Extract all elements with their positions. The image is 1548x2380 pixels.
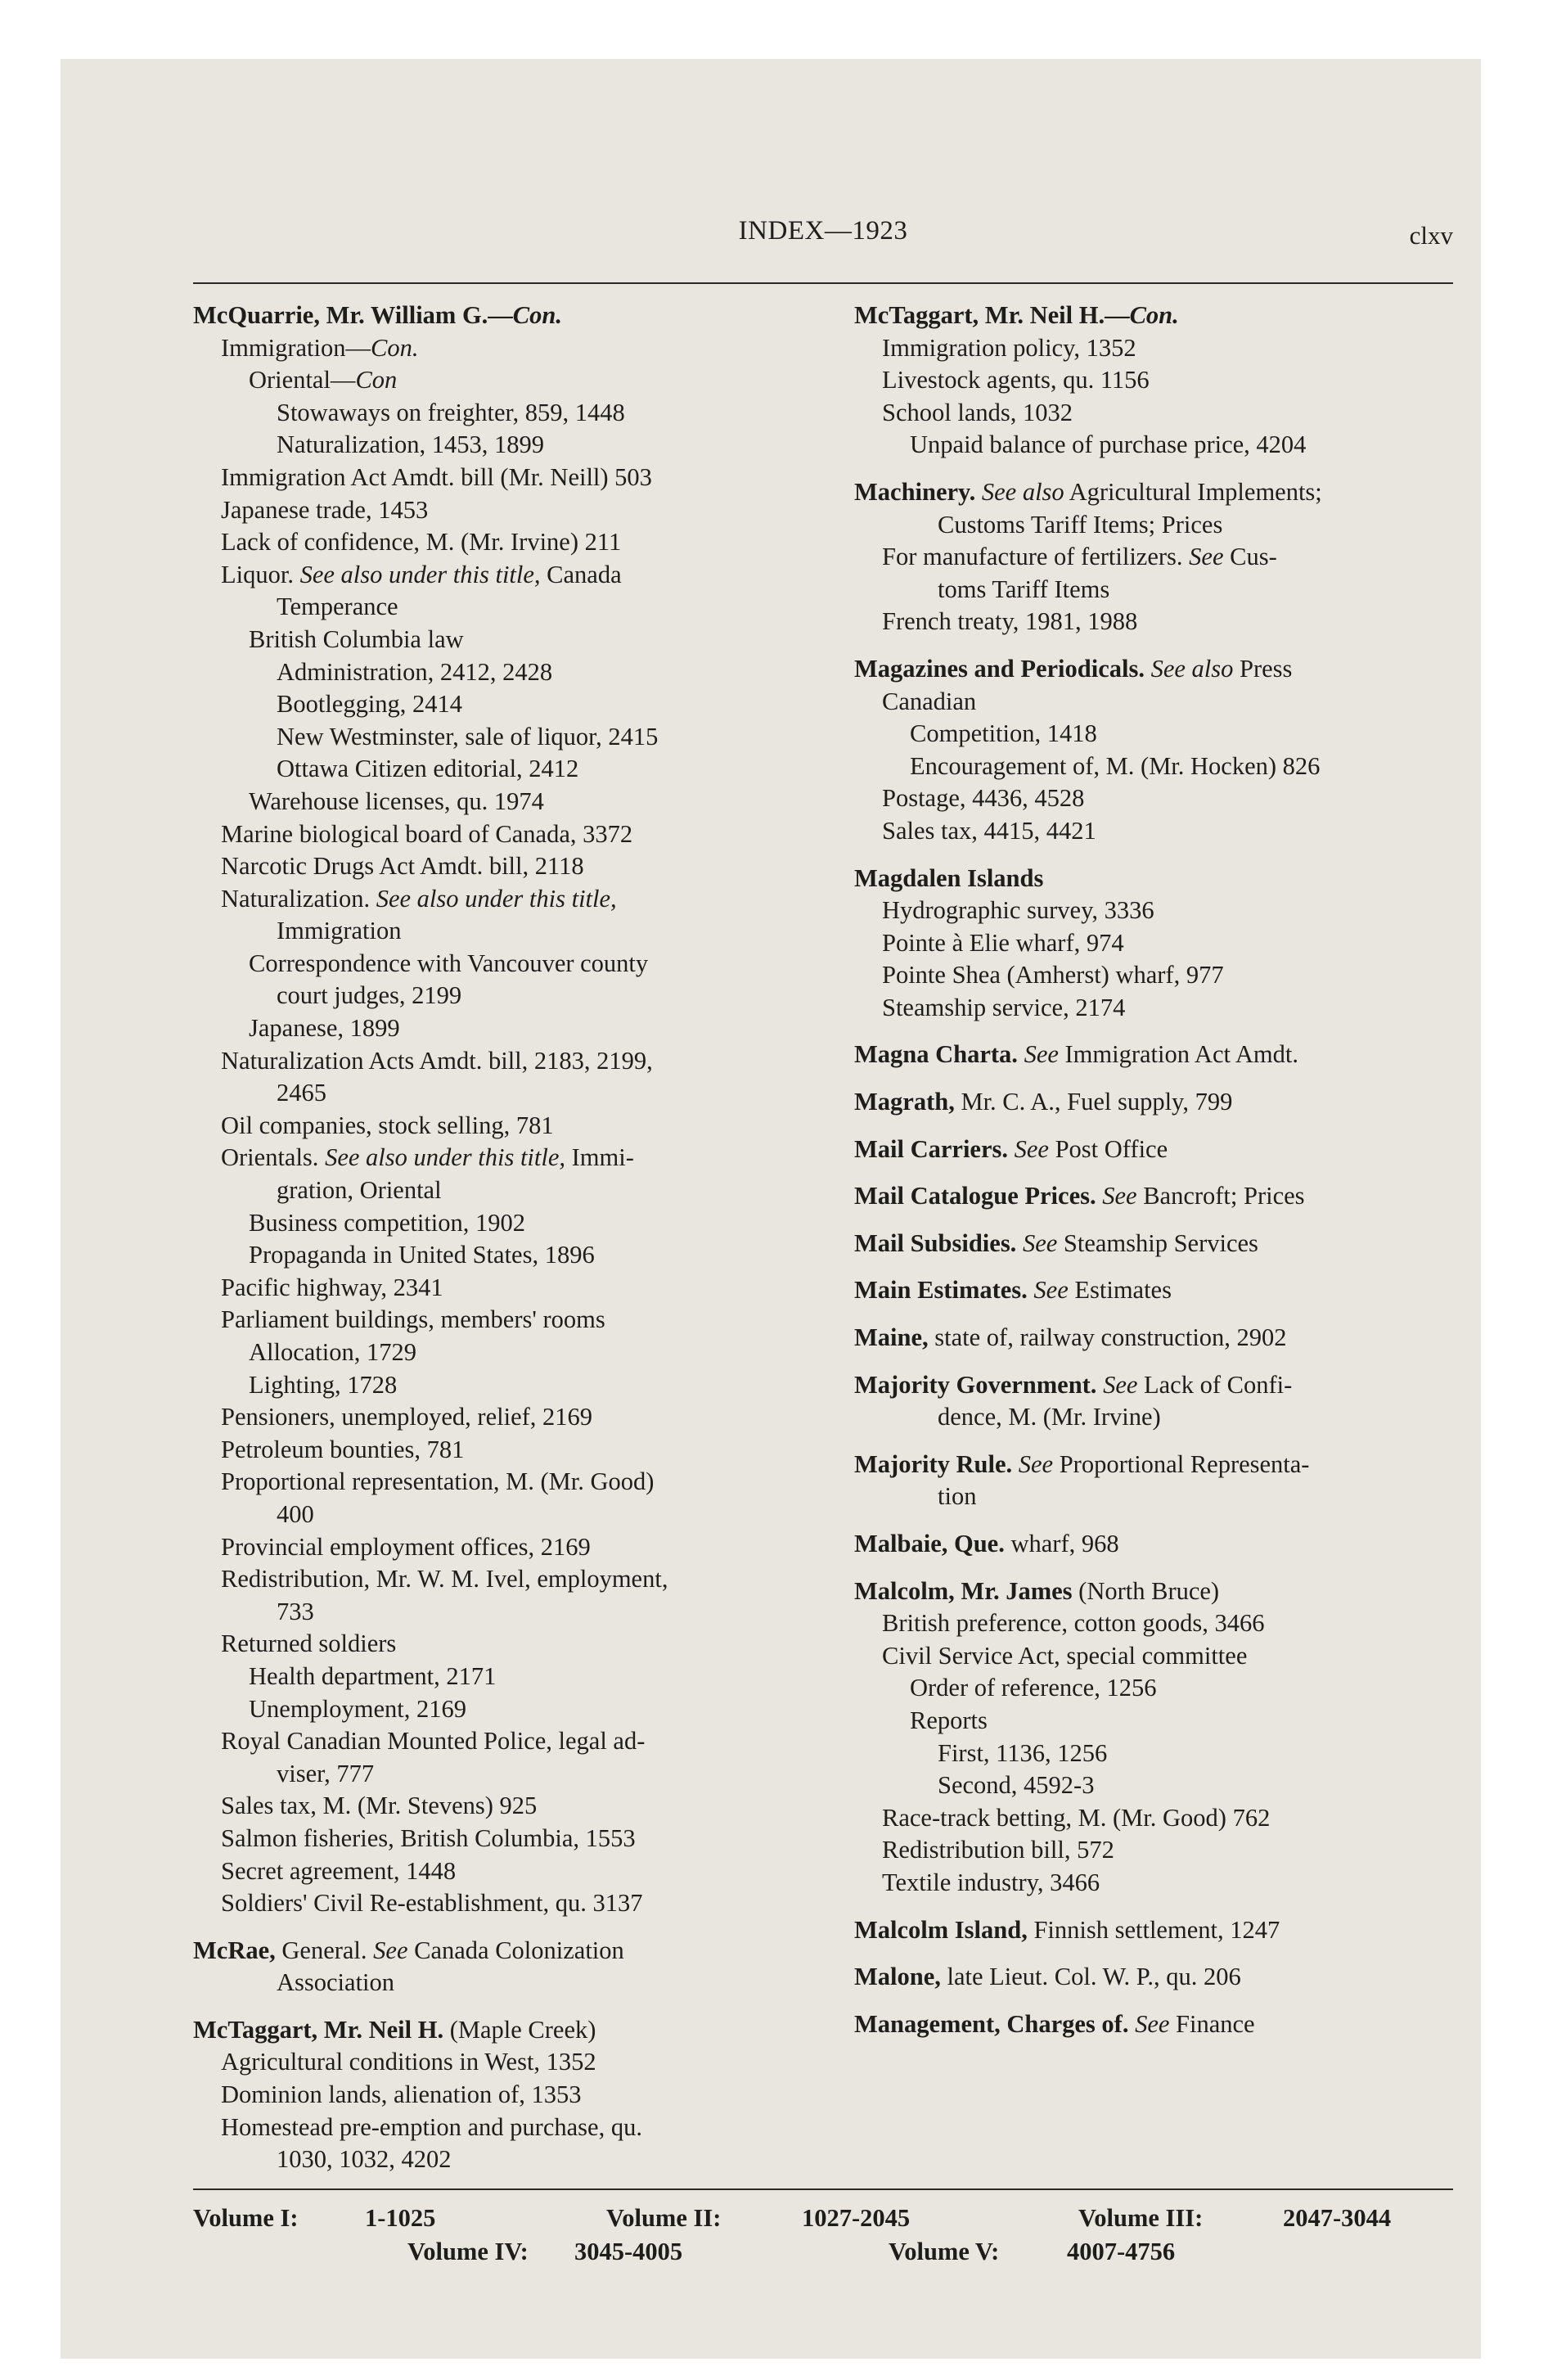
subentry-line [193, 364, 800, 397]
index-entry [854, 1528, 1458, 1561]
cross-reference: See [373, 1936, 408, 1964]
entry-heading-text [1016, 1229, 1023, 1257]
subentry-line [854, 895, 1458, 927]
subentry-text: British Columbia law [249, 624, 464, 653]
subentry-text: toms Tariff Items [938, 575, 1110, 603]
subentry-line [854, 364, 1458, 397]
index-entry [193, 300, 800, 1920]
entry-heading-line [854, 1528, 1458, 1561]
cross-reference: See also under this title, [376, 884, 617, 913]
index-entry [193, 1935, 800, 1999]
index-entry [854, 1575, 1458, 1900]
subentry-text: First, 1136, 1256 [938, 1738, 1108, 1767]
subentry-line [193, 1661, 800, 1693]
entry-heading: McTaggart, Mr. Neil H.— [854, 301, 1130, 329]
entry-heading-line [193, 2014, 800, 2047]
subentry-line [193, 1628, 800, 1661]
subentry-line [854, 332, 1458, 365]
subentry-line [193, 526, 800, 559]
subentry-text: Reports [910, 1706, 988, 1734]
entry-heading-line [854, 1134, 1458, 1166]
cross-reference: See also [1150, 654, 1234, 683]
entry-heading-text: Agricultural Implements; [1064, 477, 1322, 506]
subentry-text: Temperance [277, 593, 398, 621]
subentry-line [193, 332, 800, 365]
subentry-text: Steamship service, 2174 [882, 993, 1126, 1021]
subentry-text: Dominion lands, alienation of, 1353 [221, 2080, 582, 2109]
entry-heading-text: Post Office [1048, 1134, 1168, 1163]
entry-heading-text: Steamship Services [1057, 1228, 1258, 1257]
subentry-line [193, 1790, 800, 1823]
subentry-line [193, 1758, 800, 1791]
entry-heading-text: Press [1233, 654, 1293, 683]
subentry-text: Pointe à Elie wharf, 974 [882, 928, 1124, 957]
cross-reference: See [1103, 1370, 1138, 1399]
subentry-line [854, 1401, 1458, 1434]
subentry-text: Encouragement of, M. (Mr. Hocken) 826 [910, 751, 1321, 780]
subentry-text: British preference, cotton goods, 3466 [882, 1609, 1265, 1638]
entry-heading: Magrath, [854, 1088, 955, 1116]
subentry-text: Canadian [882, 687, 977, 715]
volume-3-range: 2047-3044 [1283, 2204, 1392, 2232]
subentry-text: Redistribution bill, 572 [882, 1836, 1114, 1864]
header-rule [193, 282, 1453, 284]
subentry-text: Naturalization, 1453, 1899 [277, 430, 544, 459]
entry-heading-line [854, 1274, 1458, 1307]
subentry-text: Postage, 4436, 4528 [882, 784, 1085, 813]
subentry-line [854, 751, 1458, 783]
subentry-text: Lack of confidence, M. (Mr. Irvine) 211 [221, 528, 622, 557]
entry-heading-text: wharf, 968 [1004, 1530, 1119, 1557]
subentry-line [193, 1693, 800, 1726]
subentry-text: Japanese trade, 1453 [221, 495, 429, 524]
subentry-text: Unemployment, 2169 [249, 1694, 466, 1723]
entry-heading: Magdalen Islands [854, 863, 1044, 892]
volume-1-range: 1-1025 [365, 2204, 436, 2232]
index-entry [854, 1228, 1458, 1260]
subentry-text: Secret agreement, 1448 [221, 1856, 457, 1885]
index-entry [854, 1086, 1458, 1119]
entry-heading-text [1145, 655, 1151, 683]
subentry-line [193, 980, 800, 1012]
subentry-text: Petroleum bounties, 781 [221, 1435, 465, 1463]
entry-heading: Mail Catalogue Prices. [854, 1182, 1096, 1210]
index-entry [193, 2014, 800, 2176]
subentry-text: School lands, 1032 [882, 398, 1073, 426]
subentry-line [193, 494, 800, 527]
volume-2-label: Volume II: [606, 2204, 722, 2232]
cross-reference: Con. [370, 333, 419, 362]
subentry-text: court judges, 2199 [277, 981, 462, 1010]
subentry-line [193, 1855, 800, 1888]
cross-reference: See [1102, 1182, 1137, 1210]
subentry-text: Business competition, 1902 [249, 1208, 526, 1237]
subentry-text: For manufacture of fertilizers. [882, 543, 1190, 571]
subentry-line [854, 1802, 1458, 1835]
volume-1-label: Volume I: [193, 2204, 299, 2232]
subentry-text: Immigration [277, 917, 402, 945]
subentry-text: Textile industry, 3466 [882, 1868, 1100, 1896]
subentry-text: Association [277, 1968, 395, 1997]
subentry-line [193, 1045, 800, 1078]
subentry-text: gration, Oriental [277, 1176, 442, 1205]
subentry-line [193, 1887, 800, 1920]
entry-heading-text [975, 478, 982, 506]
scanned-page [61, 59, 1481, 2359]
subentry-line [854, 1640, 1458, 1673]
running-title: INDEX—1923 [738, 216, 908, 246]
subentry-line [193, 2046, 800, 2079]
entry-heading-line [854, 1228, 1458, 1260]
subentry-text: viser, 777 [277, 1759, 375, 1787]
entry-heading-line [854, 653, 1458, 686]
entry-heading: Magna Charta. [854, 1040, 1018, 1069]
index-entry [854, 1961, 1458, 1994]
subentry-text: French treaty, 1981, 1988 [882, 607, 1138, 636]
subentry-line [193, 948, 800, 980]
index-entry [854, 1449, 1458, 1513]
entry-heading-line [854, 1575, 1458, 1608]
entry-heading-continued: Con. [512, 301, 562, 329]
subentry-text: Pensioners, unemployed, relief, 2169 [221, 1403, 593, 1431]
entry-heading: McRae, [193, 1936, 276, 1964]
subentry-text: Civil Service Act, special committee [882, 1641, 1248, 1670]
subentry-line [854, 574, 1458, 606]
entry-heading-line [854, 1449, 1458, 1481]
index-entry [854, 476, 1458, 638]
entry-heading-text: General. [275, 1936, 374, 1964]
subentry-text: Hydrographic survey, 3336 [882, 896, 1154, 925]
subentry-line [193, 786, 800, 818]
volume-5-label: Volume V: [889, 2238, 1000, 2265]
subentry-text: Immigration— [221, 333, 371, 362]
subentry-line [193, 753, 800, 786]
entry-heading-text [1096, 1371, 1103, 1399]
subentry-line [193, 2112, 800, 2144]
subentry-text: Japanese, 1899 [249, 1014, 400, 1043]
cross-reference: See also [981, 477, 1064, 506]
subentry-text: Orientals. [221, 1143, 326, 1172]
entry-heading-line [854, 1322, 1458, 1355]
entry-heading: McTaggart, Mr. Neil H. [193, 2015, 444, 2044]
subentry-line [193, 591, 800, 624]
subentry-text: Naturalization. [221, 884, 376, 913]
subentry-line [193, 1531, 800, 1564]
subentry-text: Sales tax, 4415, 4421 [882, 816, 1096, 845]
subentry-line [193, 1401, 800, 1434]
index-entry [854, 1322, 1458, 1355]
cross-reference: See [1022, 1228, 1058, 1257]
subentry-line [854, 397, 1458, 430]
subentry-text: Parliament buildings, members' rooms [221, 1305, 605, 1334]
subentry-line [193, 1077, 800, 1110]
index-entry [854, 1180, 1458, 1213]
entry-heading: Main Estimates. [854, 1276, 1028, 1305]
subentry-line [854, 509, 1458, 542]
subentry-line [193, 850, 800, 883]
entry-heading-text [1008, 1135, 1015, 1163]
entry-heading-line [854, 300, 1458, 332]
subentry-line [854, 959, 1458, 992]
entry-heading-text [1018, 1040, 1024, 1068]
subentry-line [193, 1304, 800, 1336]
entry-heading-line [854, 1914, 1458, 1947]
cross-reference: See [1189, 543, 1224, 571]
entry-heading-text: Estimates [1068, 1276, 1172, 1305]
subentry-line [854, 541, 1458, 574]
entry-heading-text: late Lieut. Col. W. P., qu. 206 [940, 1963, 1241, 1991]
entry-heading: McQuarrie, Mr. William G.— [193, 301, 513, 329]
index-entry [854, 1134, 1458, 1166]
entry-heading-line [854, 1086, 1458, 1119]
subentry-line [193, 559, 800, 592]
subentry-text: New Westminster, sale of liquor, 2415 [277, 722, 659, 751]
entry-heading: Malcolm, Mr. James [854, 1576, 1073, 1605]
subentry-text: Homestead pre-emption and purchase, qu. [221, 2112, 642, 2141]
entry-heading: Majority Government. [854, 1370, 1097, 1399]
subentry-text: Livestock agents, qu. 1156 [882, 366, 1150, 394]
entry-heading-text: Canada Colonization [407, 1936, 624, 1964]
subentry-line [193, 1466, 800, 1499]
subentry-line [854, 1867, 1458, 1900]
subentry-line [193, 1336, 800, 1369]
subentry-text: Narcotic Drugs Act Amdt. bill, 2118 [221, 852, 584, 881]
subentry-text: Salmon fisheries, British Columbia, 1553 [221, 1823, 636, 1852]
cross-reference: See [1033, 1276, 1069, 1305]
subentry-text: 733 [277, 1597, 314, 1625]
entry-heading-text: Proportional Representa- [1053, 1449, 1310, 1478]
subentry-text: Oriental— [249, 366, 356, 394]
subentry-text: Ottawa Citizen editorial, 2412 [277, 755, 579, 783]
subentry-text: Second, 4592-3 [938, 1771, 1095, 1800]
entry-heading-text: (North Bruce) [1072, 1576, 1220, 1605]
entry-heading: Majority Rule. [854, 1449, 1013, 1478]
entry-heading-line [854, 2008, 1458, 2041]
subentry-line [193, 1174, 800, 1207]
entry-heading-line [854, 1961, 1458, 1994]
subentry-line [854, 686, 1458, 719]
subentry-line [854, 606, 1458, 638]
subentry-text: Canada [540, 560, 622, 588]
subentry-text: Immi- [565, 1143, 634, 1172]
subentry-line [193, 656, 800, 689]
entry-heading: Mail Subsidies. [854, 1228, 1017, 1257]
entry-heading-line [193, 300, 800, 332]
subentry-line [854, 1672, 1458, 1705]
index-entry [854, 653, 1458, 848]
index-entry [854, 1274, 1458, 1307]
subentry-line [854, 718, 1458, 751]
subentry-text: tion [938, 1482, 977, 1511]
subentry-line [193, 1725, 800, 1758]
subentry-line [193, 1012, 800, 1045]
volume-4-range: 3045-4005 [574, 2238, 683, 2265]
subentry-line [854, 1769, 1458, 1802]
entry-heading: Malbaie, Que. [854, 1530, 1005, 1557]
cross-reference: Con [355, 366, 398, 394]
subentry-line [854, 927, 1458, 960]
entry-heading-text: Immigration Act Amdt. [1058, 1040, 1299, 1069]
entry-heading: Management, Charges of. [854, 2009, 1129, 2038]
subentry-text: Cus- [1223, 543, 1277, 571]
subentry-text: Immigration Act Amdt. bill (Mr. Neill) 503 [221, 462, 652, 491]
subentry-text: Agricultural conditions in West, 1352 [221, 2048, 596, 2076]
subentry-line [193, 429, 800, 462]
entry-heading-text [1012, 1450, 1019, 1478]
subentry-text: Lighting, 1728 [249, 1370, 398, 1399]
entry-heading: Malone, [854, 1963, 941, 1991]
subentry-line [193, 1239, 800, 1272]
entry-heading-line [854, 1180, 1458, 1213]
subentry-text: Order of reference, 1256 [910, 1674, 1157, 1702]
subentry-line [193, 688, 800, 721]
cross-reference: See [1018, 1449, 1054, 1478]
subentry-text: dence, M. (Mr. Irvine) [938, 1403, 1161, 1431]
subentry-text: Propaganda in United States, 1896 [249, 1241, 595, 1269]
cross-reference: See [1135, 2009, 1170, 2038]
subentry-line [854, 1481, 1458, 1513]
subentry-line [854, 815, 1458, 848]
subentry-text: 2465 [277, 1079, 326, 1107]
subentry-line [193, 1369, 800, 1402]
footer-rule [193, 2188, 1453, 2190]
subentry-line [193, 915, 800, 948]
subentry-text: Naturalization Acts Amdt. bill, 2183, 2199, [221, 1046, 653, 1075]
subentry-line [193, 2079, 800, 2112]
subentry-text: Provincial employment offices, 2169 [221, 1532, 591, 1561]
cross-reference: See [1014, 1134, 1049, 1163]
cross-reference: See also under this title, [325, 1143, 566, 1172]
entry-heading-text: state of, railway construction, 2902 [928, 1323, 1287, 1352]
subentry-line [193, 1967, 800, 1999]
subentry-line [193, 462, 800, 494]
entry-heading-line [854, 476, 1458, 509]
subentry-line [854, 1834, 1458, 1867]
subentry-line [193, 1142, 800, 1174]
index-entry [854, 2008, 1458, 2041]
entry-heading: Mail Carriers. [854, 1134, 1009, 1163]
volume-2-range: 1027-2045 [802, 2204, 911, 2232]
subentry-line [193, 1207, 800, 1240]
subentry-text: Royal Canadian Mounted Police, legal ad- [221, 1727, 646, 1756]
subentry-text: Oil companies, stock selling, 781 [221, 1111, 554, 1139]
subentry-line [193, 1499, 800, 1531]
subentry-text: Unpaid balance of purchase price, 4204 [910, 430, 1307, 459]
entry-heading-text: Mr. C. A., Fuel supply, 799 [954, 1088, 1233, 1116]
subentry-line [193, 883, 800, 916]
subentry-text: 400 [277, 1499, 314, 1528]
subentry-line [193, 818, 800, 851]
entry-heading-text: Finnish settlement, 1247 [1027, 1915, 1280, 1944]
subentry-text: Sales tax, M. (Mr. Stevens) 925 [221, 1792, 538, 1820]
subentry-line [193, 1823, 800, 1855]
subentry-text: Bootlegging, 2414 [277, 690, 463, 719]
subentry-line [193, 1434, 800, 1467]
subentry-text: Returned soldiers [221, 1629, 397, 1658]
subentry-text: Administration, 2412, 2428 [277, 657, 553, 686]
subentry-text: Stowaways on freighter, 859, 1448 [277, 398, 625, 426]
index-page [193, 198, 1453, 2293]
subentry-line [193, 1563, 800, 1596]
index-entry [854, 300, 1458, 462]
entry-heading: Maine, [854, 1323, 929, 1352]
subentry-text: Soldiers' Civil Re-establishment, qu. 3137 [221, 1889, 643, 1918]
index-column-left [193, 300, 800, 2191]
subentry-text: 1030, 1032, 4202 [277, 2145, 452, 2174]
index-entry [854, 1914, 1458, 1947]
entry-heading: Malcolm Island, [854, 1915, 1028, 1944]
index-column-right [854, 300, 1458, 2055]
volume-5-range: 4007-4756 [1067, 2238, 1176, 2265]
subentry-line [854, 992, 1458, 1025]
subentry-text: Pointe Shea (Amherst) wharf, 977 [882, 961, 1224, 989]
entry-heading-text: Lack of Confi- [1137, 1370, 1293, 1399]
subentry-line [193, 397, 800, 430]
entry-heading-continued: Con. [1129, 301, 1179, 329]
subentry-line [854, 1738, 1458, 1770]
subentry-text: Immigration policy, 1352 [882, 333, 1136, 362]
subentry-line [854, 1705, 1458, 1738]
subentry-line [193, 1110, 800, 1143]
subentry-text: Competition, 1418 [910, 719, 1097, 748]
subentry-text: Liquor. [221, 560, 300, 588]
entry-heading-line [854, 1039, 1458, 1071]
subentry-line [193, 1272, 800, 1305]
entry-heading: Magazines and Periodicals. [854, 654, 1145, 683]
subentry-line [854, 429, 1458, 462]
subentry-line [193, 1596, 800, 1629]
subentry-text: Marine biological board of Canada, 3372 [221, 819, 633, 848]
volume-3-label: Volume III: [1078, 2204, 1204, 2232]
entry-heading-text: (Maple Creek) [443, 2015, 596, 2044]
subentry-line [193, 624, 800, 656]
page-number: clxv [1409, 221, 1453, 250]
subentry-line [193, 2143, 800, 2176]
index-entry [854, 1369, 1458, 1434]
page-header [193, 216, 1453, 257]
entry-heading-text [1128, 2010, 1135, 2038]
subentry-text: Proportional representation, M. (Mr. Good) [221, 1467, 655, 1496]
index-entry [854, 1039, 1458, 1071]
cross-reference: See [1024, 1040, 1059, 1069]
entry-heading: Machinery. [854, 477, 976, 506]
cross-reference: See also under this title, [299, 560, 541, 588]
entry-heading-text: Finance [1169, 2009, 1255, 2038]
entry-heading-line [193, 1935, 800, 1968]
subentry-text: Warehouse licenses, qu. 1974 [249, 787, 544, 815]
subentry-text: Correspondence with Vancouver county [249, 949, 649, 977]
subentry-text: Allocation, 1729 [249, 1338, 416, 1366]
entry-heading-line [854, 1369, 1458, 1402]
subentry-line [193, 721, 800, 754]
entry-heading-text: Bancroft; Prices [1136, 1182, 1305, 1210]
entry-heading-line [854, 863, 1458, 895]
subentry-text: Customs Tariff Items; Prices [938, 510, 1223, 539]
index-entry [854, 863, 1458, 1025]
subentry-line [854, 1607, 1458, 1640]
subentry-line [854, 782, 1458, 815]
subentry-text: Health department, 2171 [249, 1661, 497, 1690]
subentry-text: Redistribution, Mr. W. M. Ivel, employment, [221, 1565, 668, 1593]
subentry-text: Race-track betting, M. (Mr. Good) 762 [882, 1803, 1271, 1832]
subentry-text: Pacific highway, 2341 [221, 1273, 443, 1301]
volume-4-label: Volume IV: [407, 2238, 529, 2265]
